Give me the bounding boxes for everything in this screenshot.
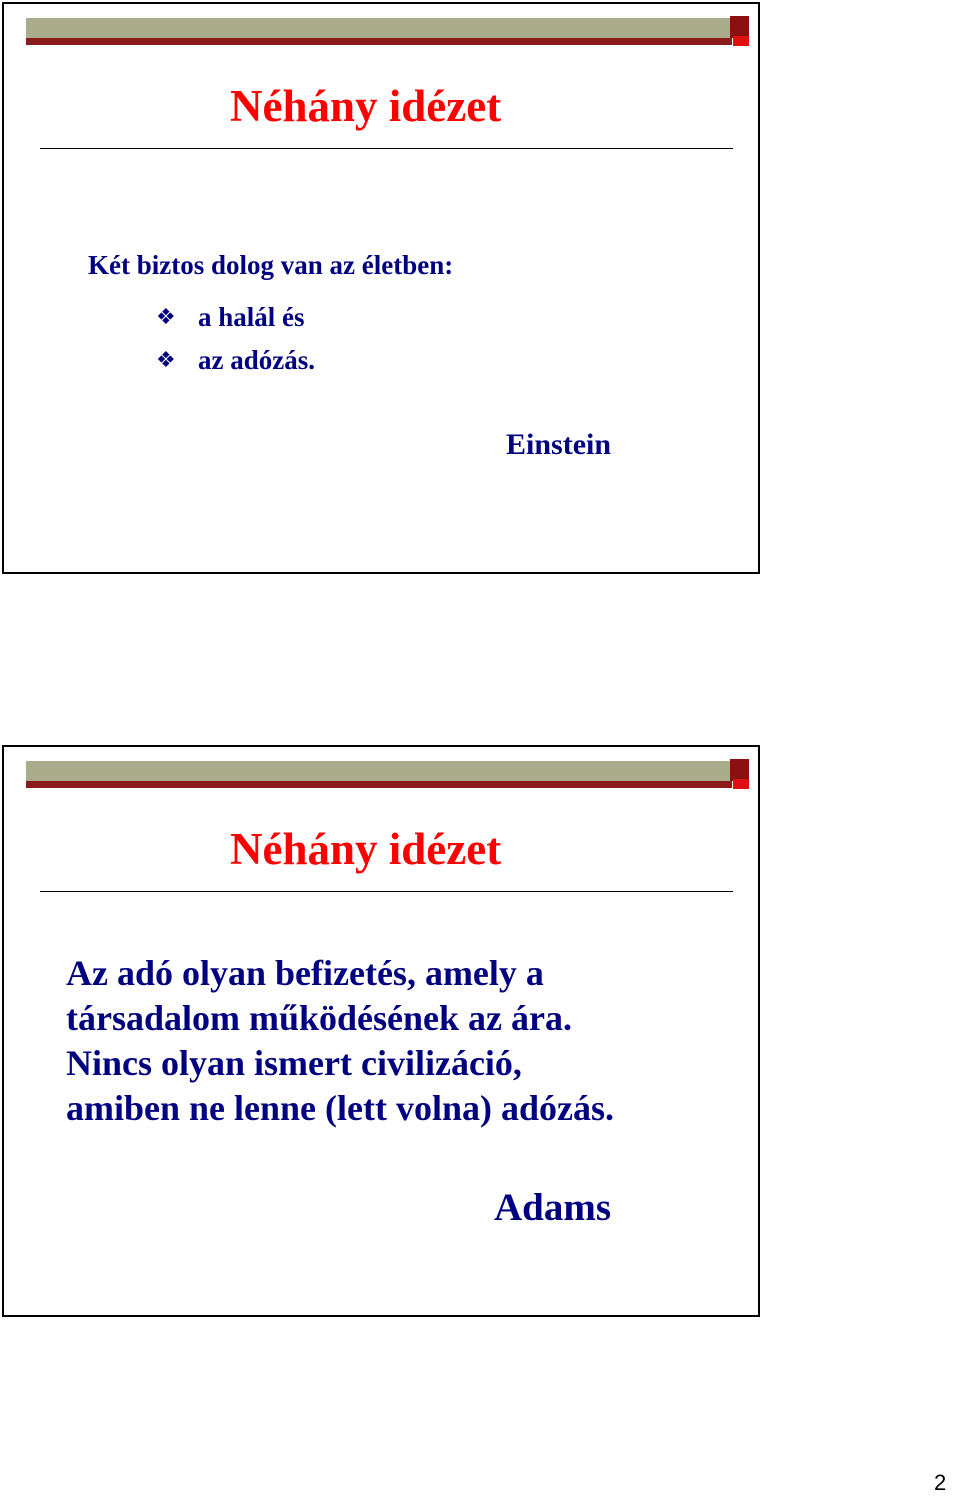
diamond-bullet-icon: ❖ bbox=[156, 348, 176, 373]
title-divider bbox=[40, 148, 733, 149]
diamond-bullet-icon: ❖ bbox=[156, 305, 176, 330]
slide-header-line bbox=[26, 781, 732, 788]
corner-square-bright bbox=[733, 36, 749, 46]
quote-line: amiben ne lenne (lett volna) adózás. bbox=[66, 1088, 614, 1128]
title-divider bbox=[40, 891, 733, 892]
list-item bbox=[156, 339, 315, 382]
slide-1 bbox=[2, 2, 760, 574]
quote-author: Einstein bbox=[506, 428, 612, 461]
slide-title: Néhány idézet bbox=[230, 81, 502, 131]
bullet-text: az adózás. bbox=[198, 345, 315, 375]
page-number: 2 bbox=[934, 1470, 947, 1495]
quote-text bbox=[66, 951, 614, 1131]
bullet-list bbox=[156, 296, 315, 382]
slide-header-bar bbox=[26, 18, 732, 38]
slide-title: Néhány idézet bbox=[230, 824, 502, 874]
slide-header-bar bbox=[26, 761, 732, 781]
slide-2 bbox=[2, 745, 760, 1317]
slide-header-line bbox=[26, 38, 732, 45]
quote-line: Az adó olyan befizetés, amely a bbox=[66, 953, 544, 993]
quote-author: Adams bbox=[494, 1186, 612, 1229]
corner-square-bright bbox=[733, 779, 749, 789]
bullet-text: a halál és bbox=[198, 302, 305, 332]
corner-square-dark bbox=[730, 759, 749, 781]
quote-intro: Két biztos dolog van az életben: bbox=[88, 250, 454, 280]
quote-line: társadalom működésének az ára. bbox=[66, 998, 572, 1038]
corner-square-dark bbox=[730, 16, 749, 38]
list-item bbox=[156, 296, 315, 339]
quote-line: Nincs olyan ismert civilizáció, bbox=[66, 1043, 522, 1083]
